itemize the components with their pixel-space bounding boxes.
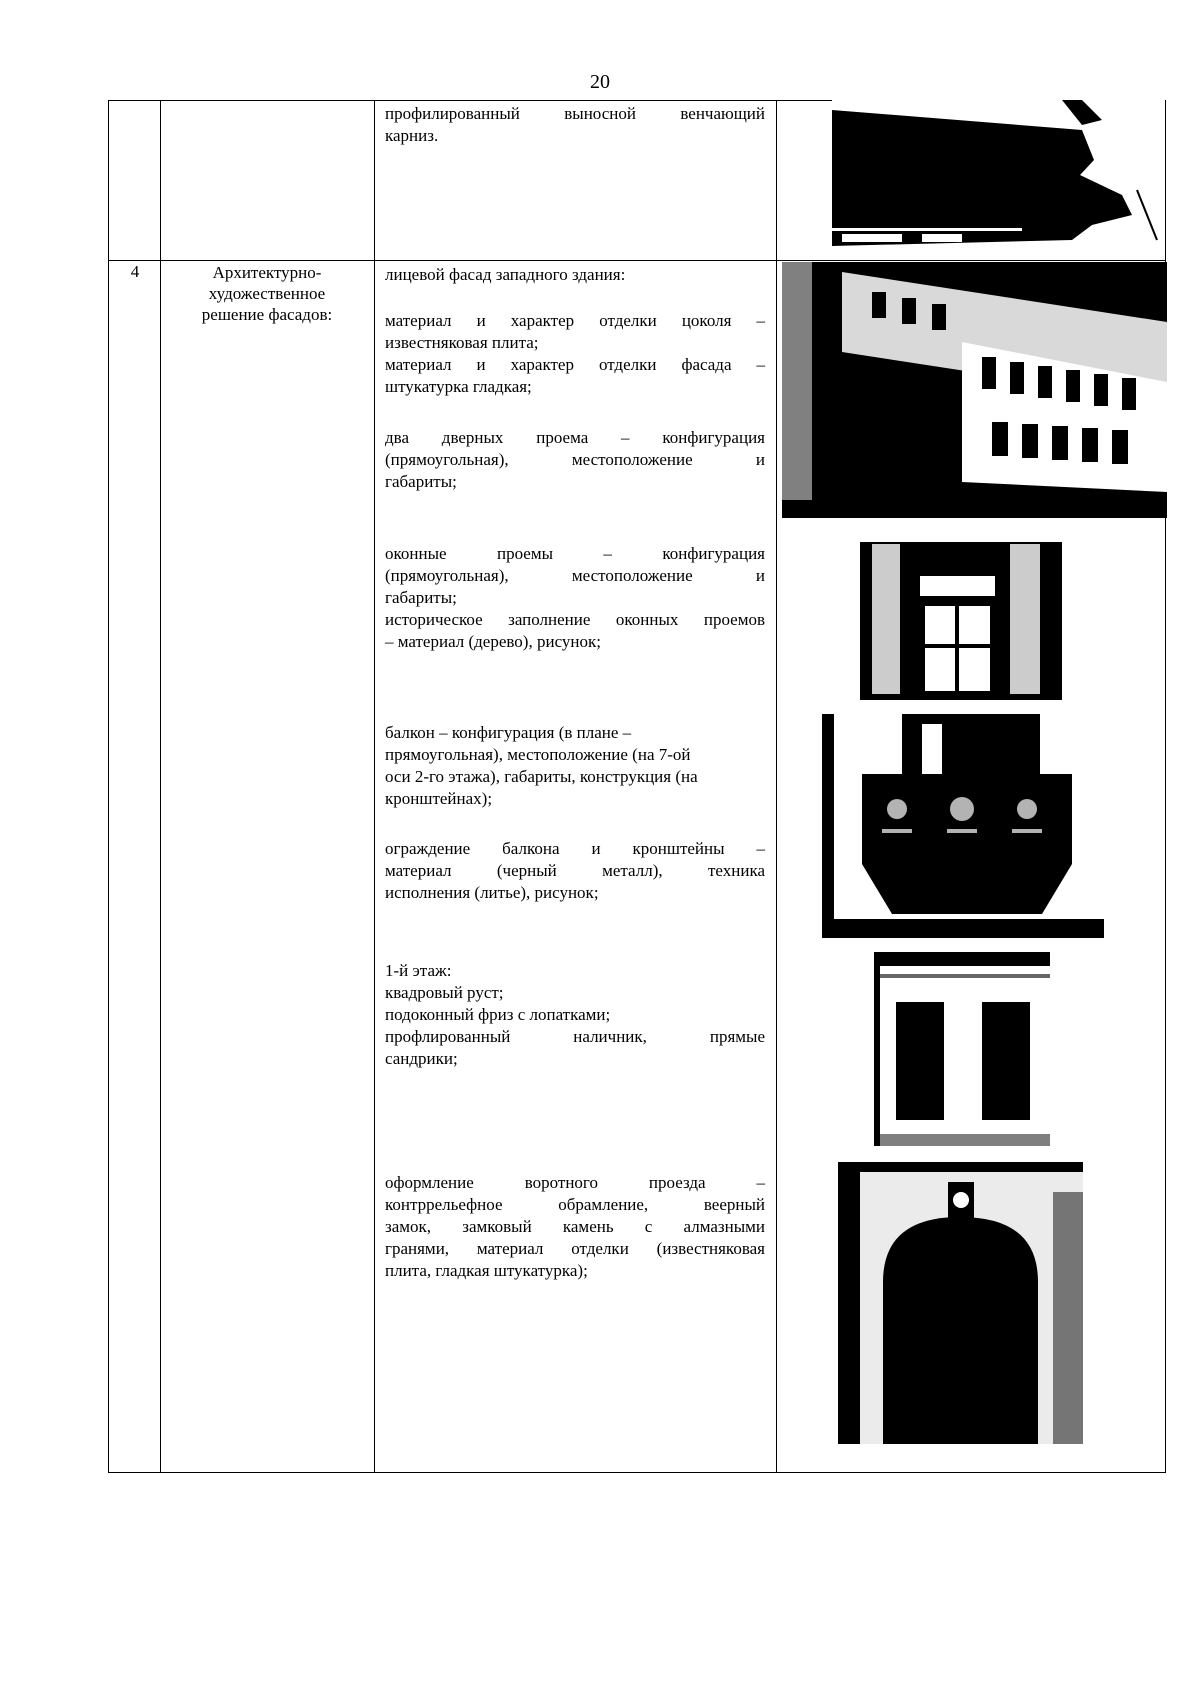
balcony-text: [385, 722, 765, 810]
text-line: контррельефное обрамление, веерный: [385, 1195, 765, 1214]
text-line: замок, замковый камень с алмазными: [385, 1217, 765, 1236]
text-line: исполнения (литье), рисунок;: [385, 883, 599, 902]
text-line: профлированный наличник, прямые: [385, 1027, 765, 1046]
text-line: (прямоугольная), местоположение и: [385, 450, 765, 469]
text-line: ограждение балкона и кронштейны –: [385, 839, 765, 858]
balcony-photo: [822, 714, 1104, 938]
text-line: сандрики;: [385, 1049, 458, 1068]
row-divider: [108, 260, 1166, 261]
text-line: материал и характер отделки цоколя –: [385, 311, 765, 330]
column-divider-1: [160, 100, 161, 1473]
first-floor-text: [385, 960, 765, 1070]
facade-heading: [385, 264, 765, 286]
row-continuation-text: [385, 103, 765, 147]
finish-materials-text: [385, 310, 765, 398]
text-line: карниз.: [385, 126, 439, 145]
text-line: балкон – конфигурация (в плане –: [385, 723, 632, 742]
table-bottom-border: [108, 1472, 1166, 1473]
text-line: квадровый руст;: [385, 983, 504, 1002]
text-line: 1-й этаж:: [385, 961, 452, 980]
column-divider-3: [776, 100, 777, 1473]
cornice-photo: [832, 100, 1165, 246]
text-line: (прямоугольная), местоположение и: [385, 566, 765, 585]
text-line: два дверных проема – конфигурация: [385, 428, 765, 447]
gateway-photo: [838, 1162, 1083, 1444]
text-line: плита, гладкая штукатурка);: [385, 1261, 588, 1280]
door-openings-text: [385, 427, 765, 493]
text-line: гранями, материал отделки (известняковая: [385, 1239, 765, 1258]
text-line: оси 2-го этажа), габариты, конструкция (на: [385, 767, 698, 786]
text-line: материал (черный металл), техника: [385, 861, 765, 880]
title-line: решение фасадов:: [201, 305, 333, 324]
text-line: габариты;: [385, 588, 457, 607]
text-line: кронштейнах);: [385, 789, 493, 808]
title-line: художественное: [208, 284, 326, 303]
text-line: габариты;: [385, 472, 457, 491]
text-line: оформление воротного проезда –: [385, 1173, 765, 1192]
page-number: 20: [590, 71, 610, 93]
facade-photo: [782, 262, 1167, 518]
text-line: известняковая плита;: [385, 333, 539, 352]
title-line: Архитектурно-: [212, 263, 322, 282]
text-line: историческое заполнение оконных проемов: [385, 610, 765, 629]
text-line: лицевой фасад западного здания:: [385, 265, 626, 284]
row-number: 4: [130, 262, 140, 281]
balcony-railing-text: [385, 838, 765, 904]
text-line: – материал (дерево), рисунок;: [385, 632, 601, 651]
first-floor-photo: [874, 952, 1050, 1146]
table-left-border: [108, 100, 109, 1473]
window-photo: [860, 536, 1062, 700]
gateway-text: [385, 1172, 765, 1282]
text-line: подоконный фриз с лопатками;: [385, 1005, 611, 1024]
section-title: [162, 262, 372, 325]
text-line: прямоугольная), местоположение (на 7-ой: [385, 745, 691, 764]
text-line: штукатурка гладкая;: [385, 377, 532, 396]
text-line: материал и характер отделки фасада –: [385, 355, 765, 374]
text-line: профилированный выносной венчающий: [385, 104, 765, 123]
window-openings-text: [385, 543, 765, 653]
text-line: оконные проемы – конфигурация: [385, 544, 765, 563]
column-divider-2: [374, 100, 375, 1473]
